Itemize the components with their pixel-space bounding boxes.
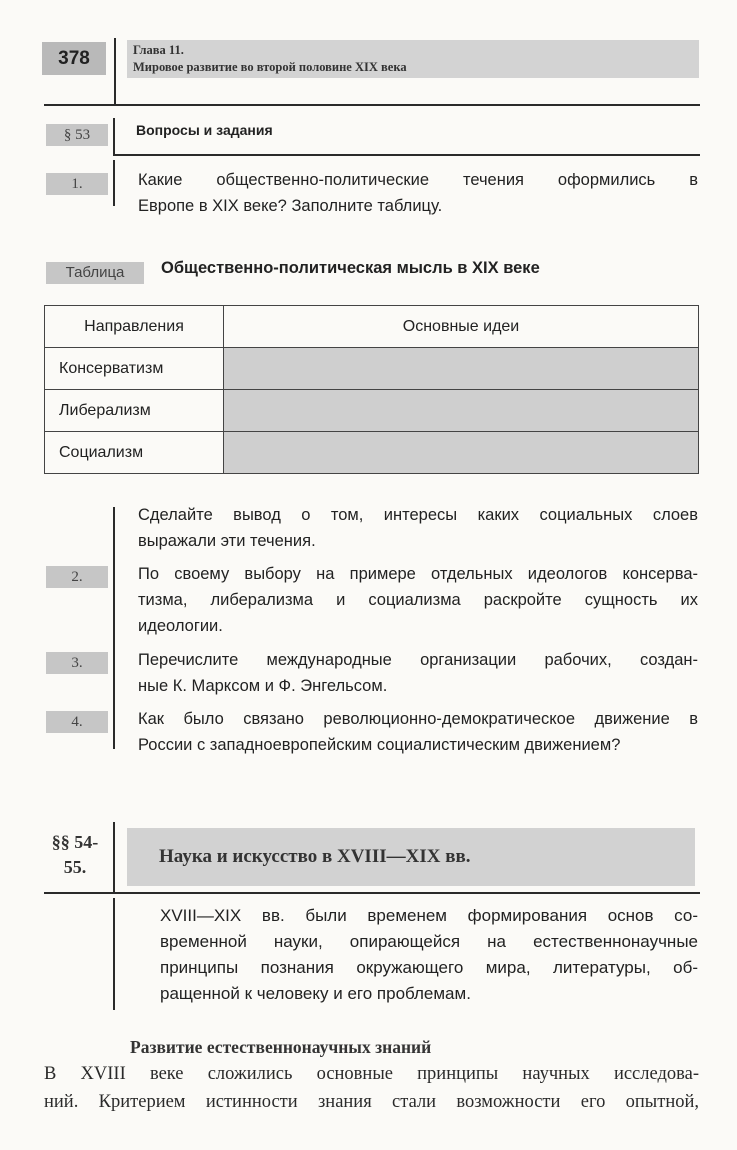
questions-heading: Вопросы и задания xyxy=(136,122,273,138)
section-label-53: § 53 xyxy=(46,124,108,146)
column-header-directions: Направления xyxy=(45,306,224,348)
answer-cell xyxy=(224,432,699,474)
table-title: Общественно-политическая мысль в XIX веке xyxy=(161,259,540,277)
chapter-label: Глава 11. xyxy=(133,43,184,57)
chapter-title: Мировое развитие во второй половине XIX века xyxy=(133,60,407,74)
question-2-text xyxy=(138,561,698,639)
body-line-1: В XVIII веке сложились основные принципы научных исследова- xyxy=(44,1064,699,1084)
q1-line-1: Какие общественно-политические течения оформились в xyxy=(138,171,698,189)
conclusion-line-2: выражали эти течения. xyxy=(138,532,316,550)
q2-line-2: тизма, либерализма и социализма раскройте сущность их xyxy=(138,591,698,609)
section-divider-vertical xyxy=(113,822,115,894)
questions-2-4-divider xyxy=(113,507,115,749)
section-rule xyxy=(44,892,700,894)
section-number-line-2: 55. xyxy=(63,857,87,877)
table-row xyxy=(45,390,699,432)
row-label-conservatism: Консерватизм xyxy=(45,348,224,390)
question-3-text xyxy=(138,647,698,699)
question-number-1: 1. xyxy=(46,173,108,195)
intro-line-2: временной науки, опирающейся на естественнонаучные xyxy=(160,932,698,951)
header-rule xyxy=(44,104,700,106)
question-4-text xyxy=(138,706,698,758)
page-number: 378 xyxy=(42,42,106,75)
answer-cell xyxy=(224,348,699,390)
intro-line-4: ращенной к человеку и его проблемам. xyxy=(160,984,471,1003)
header-divider-vertical xyxy=(114,38,116,106)
table-label: Таблица xyxy=(46,262,144,284)
row-label-liberalism: Либерализм xyxy=(45,390,224,432)
row-label-socialism: Социализм xyxy=(45,432,224,474)
table-header-row xyxy=(45,306,699,348)
q3-line-1: Перечислите международные организации рабочих, создан- xyxy=(138,651,698,669)
column-header-ideas: Основные идеи xyxy=(224,306,699,348)
body-line-2: ний. Критерием истинности знания стали возможности его опытной, xyxy=(44,1092,699,1112)
section-title: Наука и искусство в XVIII—XIX вв. xyxy=(127,828,695,886)
body-paragraph xyxy=(44,1060,699,1116)
question-number-2: 2. xyxy=(46,566,108,588)
subheading: Развитие естественнонаучных знаний xyxy=(130,1037,432,1057)
q2-line-3: идеологии. xyxy=(138,617,223,635)
table-row xyxy=(45,432,699,474)
question-1-text xyxy=(138,167,698,219)
q4-line-1: Как было связано революционно-демократическое движение в xyxy=(138,710,698,728)
section-number-line-1: §§ 54- xyxy=(51,832,99,852)
questions-rule xyxy=(113,154,700,156)
questions-divider-vertical xyxy=(113,118,115,154)
q1-divider xyxy=(113,160,115,206)
intro-line-3: принципы познания окружающего мира, литературы, об- xyxy=(160,958,698,977)
intro-divider-vertical xyxy=(113,898,115,1010)
chapter-header xyxy=(127,40,699,78)
section-intro xyxy=(160,903,698,1007)
q3-line-2: ные К. Марксом и Ф. Энгельсом. xyxy=(138,677,388,695)
table-row xyxy=(45,348,699,390)
q1-line-2: Европе в XIX веке? Заполните таблицу. xyxy=(138,197,443,215)
conclusion-line-1: Сделайте вывод о том, интересы каких социальных слоев xyxy=(138,506,698,524)
conclusion-text xyxy=(138,502,698,554)
section-number-54-55 xyxy=(44,830,106,880)
intro-line-1: XVIII—XIX вв. были временем формирования основ со- xyxy=(160,906,698,925)
question-number-3: 3. xyxy=(46,652,108,674)
q2-line-1: По своему выбору на примере отдельных идеологов консерва- xyxy=(138,565,698,583)
q4-line-2: России с западноевропейским социалистическим движением? xyxy=(138,736,621,754)
answer-cell xyxy=(224,390,699,432)
question-number-4: 4. xyxy=(46,711,108,733)
ideas-table xyxy=(44,305,699,474)
